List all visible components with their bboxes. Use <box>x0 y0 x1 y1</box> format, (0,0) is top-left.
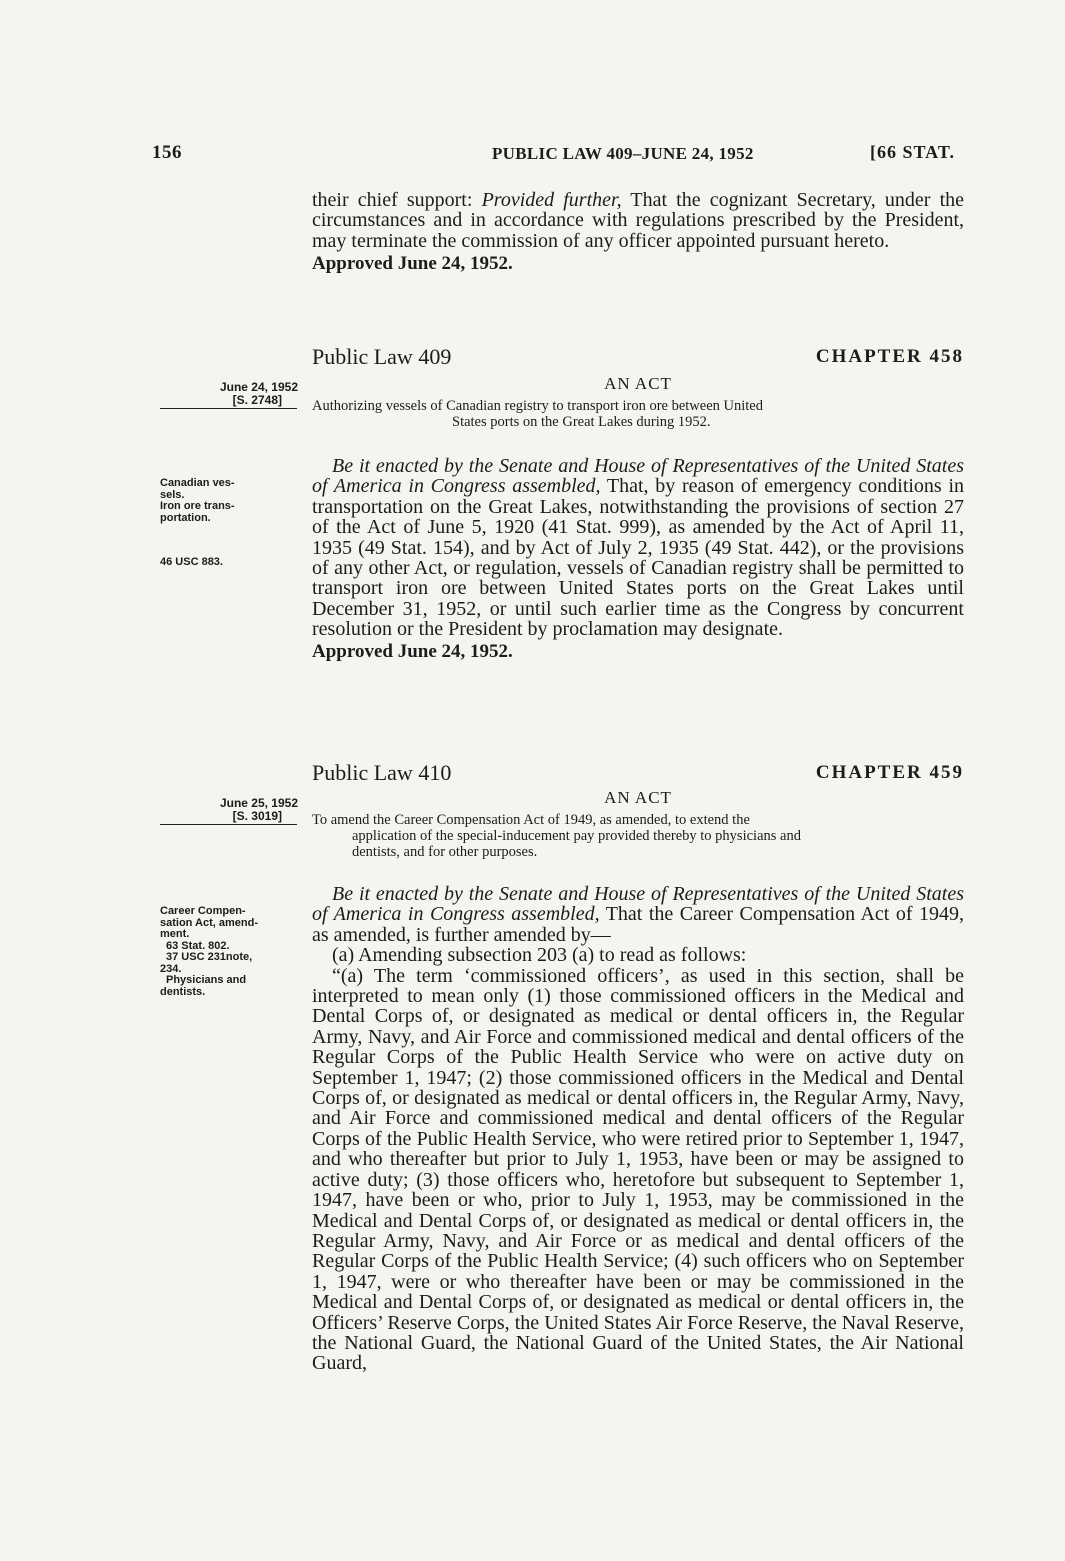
law-410-heading <box>312 760 964 786</box>
date-note <box>148 797 298 822</box>
margin-note-text: sels. <box>160 488 185 501</box>
date-rule <box>160 824 297 825</box>
enacting-paragraph <box>312 456 964 640</box>
margin-note-text: 234. <box>160 962 182 975</box>
margin-note-text: sation Act, amend- <box>160 916 258 929</box>
page-number: 156 <box>152 142 182 163</box>
margin-note-text: Iron ore trans- <box>160 500 235 512</box>
approved-line: Approved June 24, 1952. <box>312 640 513 662</box>
continuation-lead: their chief support: <box>312 189 482 211</box>
law-410-body <box>312 884 964 1374</box>
margin-note-text: ment. <box>160 928 190 940</box>
bill-number: [S. 3019] <box>232 808 282 823</box>
purpose-line: dentists, and for other purposes. <box>352 844 538 860</box>
act-purpose <box>312 398 964 430</box>
margin-note-text: 37 USC 231note, <box>166 951 253 963</box>
continuation-rest: That the cognizant Secretary, under the circumstances and in accordance with regulations prescribed by the President, may terminate the commission of any officer appointed pursuant hereto. <box>312 189 964 252</box>
law-name: Public Law 409 <box>312 344 452 369</box>
purpose-line: application of the special-inducement pay provided thereby to physicians and <box>352 828 801 844</box>
approved-line: Approved June 24, 1952. <box>312 253 513 275</box>
bill-number: [S. 2748] <box>232 392 282 407</box>
purpose-line: Authorizing vessels of Canadian registry to transport iron ore between United <box>312 398 763 414</box>
act-body: That, by reason of emergency conditions in transportation on the Great Lakes, notwithstanding the provisions of section 27 of the Act of June 5, 1920 (41 Stat. 999), as amended by the Act of April 11, 1935 (49 Stat. 154), and by Act of July 2, 1935 (49 Stat. 442), or the provisions of any other Act, or regulation, vessels of Canadian registry shall be permitted to transport iron ore between United States ports on the Great Lakes until December 31, 1952, or until such earlier time as the Congress by concurrent resolution or the President by proclamation may designate. <box>312 475 964 641</box>
continuation-italic: Provided further, <box>481 189 622 211</box>
date-note <box>148 381 298 406</box>
margin-note-career-compensation <box>160 906 300 998</box>
running-title: PUBLIC LAW 409–JUNE 24, 1952 <box>492 144 754 163</box>
enactment-date: June 24, 1952 <box>219 380 298 394</box>
paragraph-a: (a) Amending subsection 203 (a) to read as follows: <box>332 944 747 967</box>
chapter-label: CHAPTER 458 <box>815 346 964 367</box>
continuation-section <box>312 190 964 275</box>
margin-note-text: dentists. <box>160 985 206 998</box>
act-heading: AN ACT <box>604 788 672 807</box>
margin-note-text: Canadian ves- <box>160 477 235 489</box>
statute-reference: [66 STAT. <box>870 142 956 162</box>
enacting-clause: Be it enacted by the Senate and House of Representatives of the United States of America in Congress assembled, <box>312 455 964 498</box>
purpose-line: To amend the Career Compensation Act of 1949, as amended, to extend the <box>312 812 750 828</box>
law-409-heading <box>312 344 964 370</box>
margin-note-text: portation. <box>160 511 211 524</box>
purpose-line: States ports on the Great Lakes during 1952. <box>452 414 711 430</box>
enacting-paragraph <box>312 884 964 945</box>
margin-note-text: Physicians and <box>166 974 247 986</box>
enactment-date: June 25, 1952 <box>219 796 298 810</box>
law-name: Public Law 410 <box>312 760 452 785</box>
margin-note-canadian-vessels <box>160 478 300 524</box>
chapter-label: CHAPTER 459 <box>815 762 964 783</box>
continuation-paragraph <box>312 190 964 251</box>
margin-note-text: Career Compen- <box>160 905 246 917</box>
margin-note-usc: 46 USC 883. <box>160 556 223 568</box>
enacting-clause: Be it enacted by the Senate and House of Representatives of the United States of America in Congress assembled, <box>312 883 964 926</box>
margin-note-text: 63 Stat. 802. <box>166 939 230 952</box>
date-rule <box>160 408 297 409</box>
act-heading: AN ACT <box>604 374 672 393</box>
law-409-body <box>312 456 964 663</box>
act-body: That the Career Compensation Act of 1949, as amended, is further amended by— <box>312 903 964 946</box>
act-purpose <box>312 812 964 860</box>
quoted-subsection: “(a) The term ‘commissioned officers’, as used in this section, shall be interpreted to mean only (1) those commissioned officers in the Medical and Dental Corps of, or designated as medical or dental officers in, the Regular Army, Navy, and Air Force and commissioned medical and dental officers of the Regular Corps of the Public Health Service who were on active duty on September 1, 1947; (2) those commissioned officers in the Medical and Dental Corps of, or designated as medical or dental officers in, the Regular Army, Navy, and Air Force and commissioned medical and dental officers of the Regular Corps of the Public Health Service, who were retired prior to September 1, 1947, and who thereafter but prior to July 1, 1953, have been or may be assigned to active duty; (3) those officers who, heretofore but subsequent to September 1, 1947, have been or who, prior to July 1, 1953, may be commissioned in the Medical and Dental Corps of, or designated as medical or dental officers in, the Regular Army, Navy, and Air Force or as medical and dental officers of the Regular Corps of the Public Health Service; (4) such officers who on September 1, 1947, were or who thereafter have been or may be commissioned in the Medical and Dental Corps of, or designated as medical or dental officers in, the Officers’ Reserve Corps, the United States Air Force Reserve, the Naval Reserve, the National Guard, the National Guard of the United States, the Air National Guard, <box>312 964 964 1375</box>
